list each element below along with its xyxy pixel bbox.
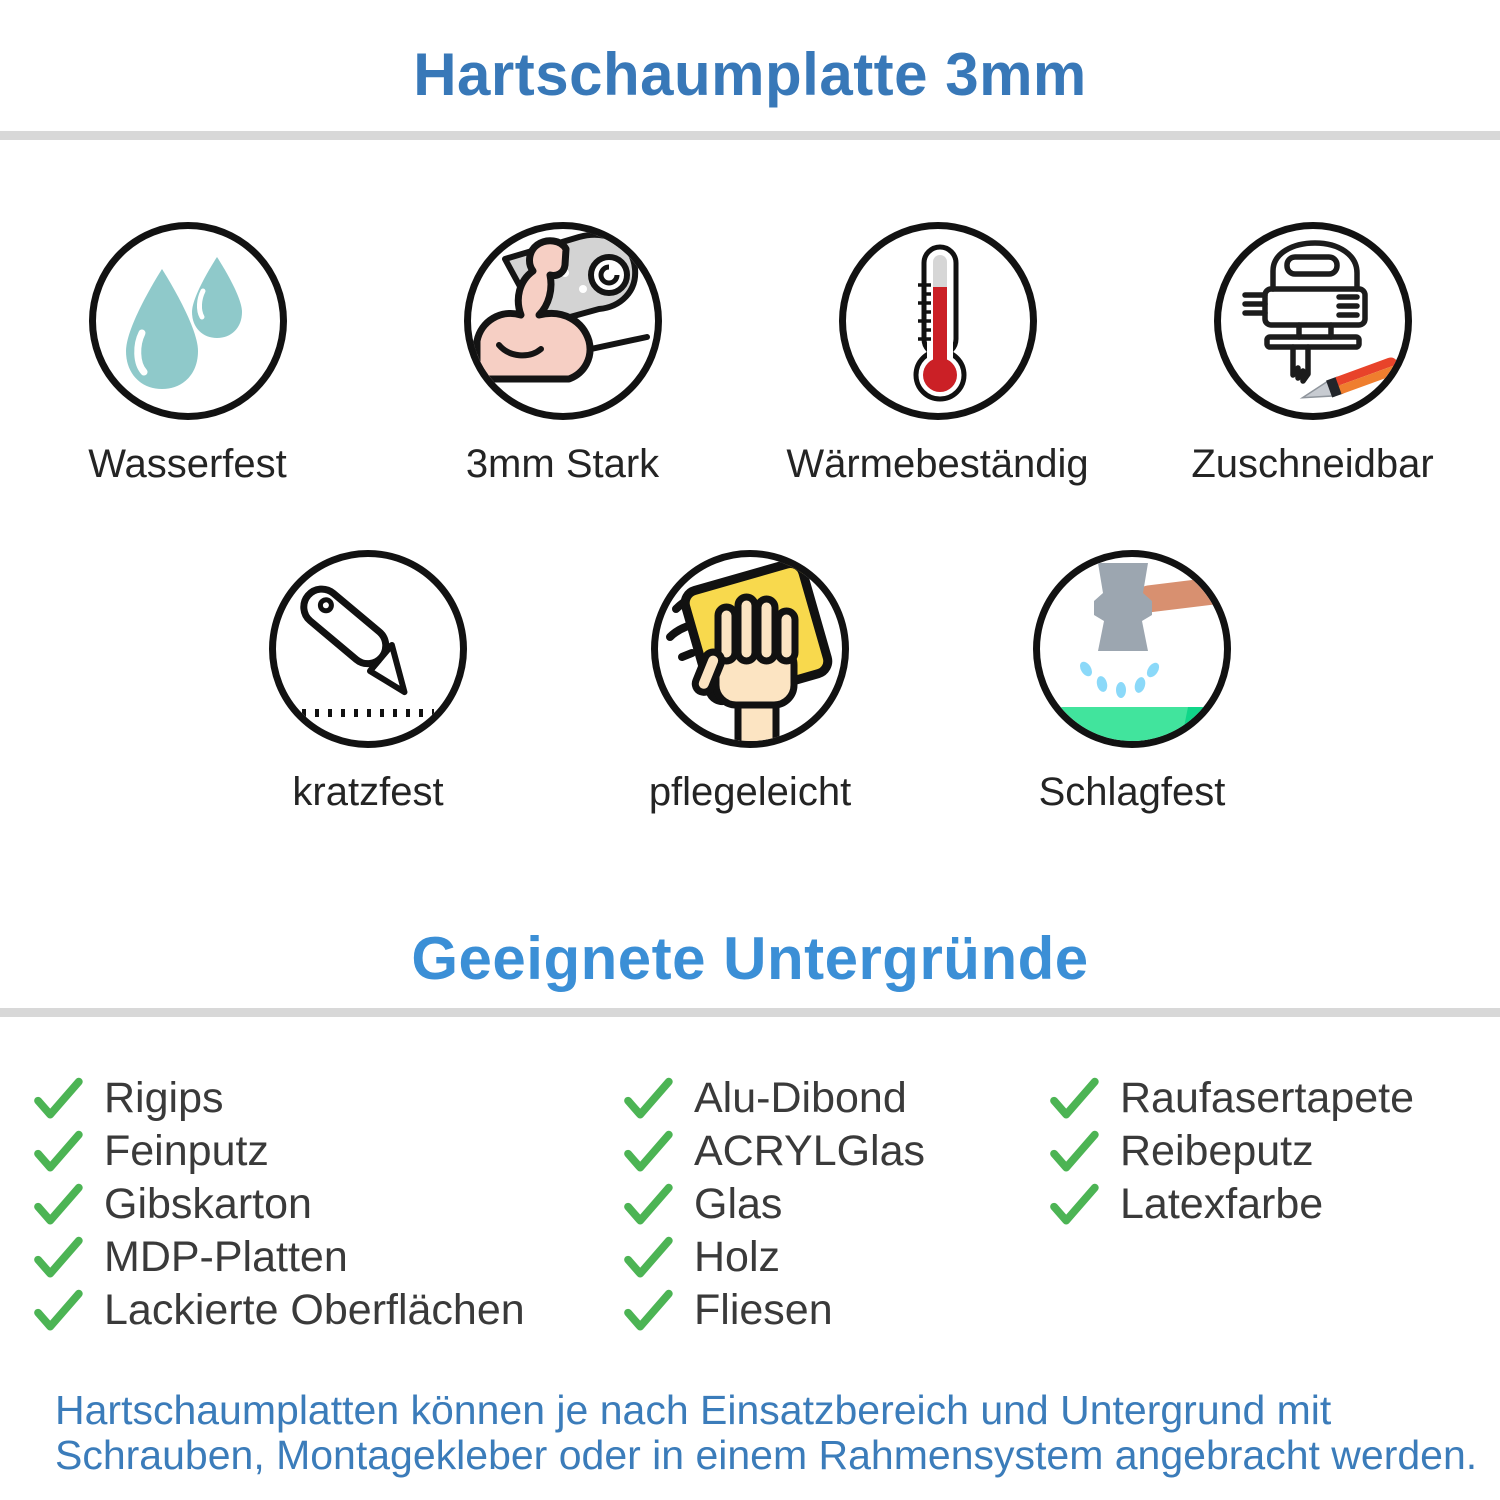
list-item: Feinputz <box>32 1125 525 1178</box>
divider-bar <box>0 1008 1500 1017</box>
check-icon <box>622 1183 674 1227</box>
check-icon <box>32 1130 84 1174</box>
substrates-column-1 <box>32 1072 525 1337</box>
feature-schlagfest <box>941 550 1323 815</box>
check-icon <box>1048 1183 1100 1227</box>
check-icon <box>622 1130 674 1174</box>
list-item: Fliesen <box>622 1284 925 1337</box>
list-item: MDP-Platten <box>32 1231 525 1284</box>
list-item: Alu-Dibond <box>622 1072 925 1125</box>
footer-note <box>55 1388 1477 1478</box>
jigsaw-knife-icon <box>1214 222 1412 420</box>
list-item: Lackierte Oberflächen <box>32 1284 525 1337</box>
list-item: Latexfarbe <box>1048 1178 1414 1231</box>
list-item: Glas <box>622 1178 925 1231</box>
feature-label: Zuschneidbar <box>1191 442 1434 486</box>
feature-wasserfest <box>0 222 375 487</box>
flexed-arm-roll-icon <box>464 222 662 420</box>
check-icon <box>622 1289 674 1333</box>
substrates-column-3 <box>1048 1072 1414 1231</box>
feature-row-1 <box>0 222 1500 487</box>
list-item: Rigips <box>32 1072 525 1125</box>
check-icon <box>32 1289 84 1333</box>
feature-pflegeleicht <box>559 550 941 815</box>
check-icon <box>622 1077 674 1121</box>
feature-label: Wasserfest <box>88 442 287 486</box>
list-item: Holz <box>622 1231 925 1284</box>
list-item: Gibskarton <box>32 1178 525 1231</box>
check-icon <box>1048 1130 1100 1174</box>
list-item: ACRYLGlas <box>622 1125 925 1178</box>
list-item: Reibeputz <box>1048 1125 1414 1178</box>
substrates-column-2 <box>622 1072 925 1337</box>
feature-label: pflegeleicht <box>648 770 852 814</box>
check-icon <box>32 1236 84 1280</box>
thermometer-icon <box>839 222 1037 420</box>
feature-row-2 <box>0 550 1500 815</box>
check-icon <box>32 1077 84 1121</box>
footer-line-1: Hartschaumplatten können je nach Einsatzbereich und Untergrund mit <box>55 1387 1332 1433</box>
section-title-substrates: Geeignete Untergründe <box>411 925 1089 992</box>
feature-label: 3mm Stark <box>465 442 660 486</box>
list-item: Raufasertapete <box>1048 1072 1414 1125</box>
water-drops-icon <box>89 222 287 420</box>
feature-label: Schlagfest <box>1038 770 1226 814</box>
divider-bar <box>0 131 1500 140</box>
hammer-impact-icon <box>1033 550 1231 748</box>
check-icon <box>622 1236 674 1280</box>
check-icon <box>32 1183 84 1227</box>
feature-kratzfest <box>177 550 559 815</box>
feature-3mm-stark <box>375 222 750 487</box>
utility-knife-icon <box>269 550 467 748</box>
feature-label: Wärmebeständig <box>786 442 1089 486</box>
footer-line-2: Schrauben, Montagekleber oder in einem Rahmensystem angebracht werden. <box>55 1432 1478 1478</box>
check-icon <box>1048 1077 1100 1121</box>
wiping-hand-icon <box>651 550 849 748</box>
page-title: Hartschaumplatte 3mm <box>413 41 1087 108</box>
feature-zuschneidbar <box>1125 222 1500 487</box>
feature-label: kratzfest <box>292 770 444 814</box>
feature-waermebestaendig <box>750 222 1125 487</box>
